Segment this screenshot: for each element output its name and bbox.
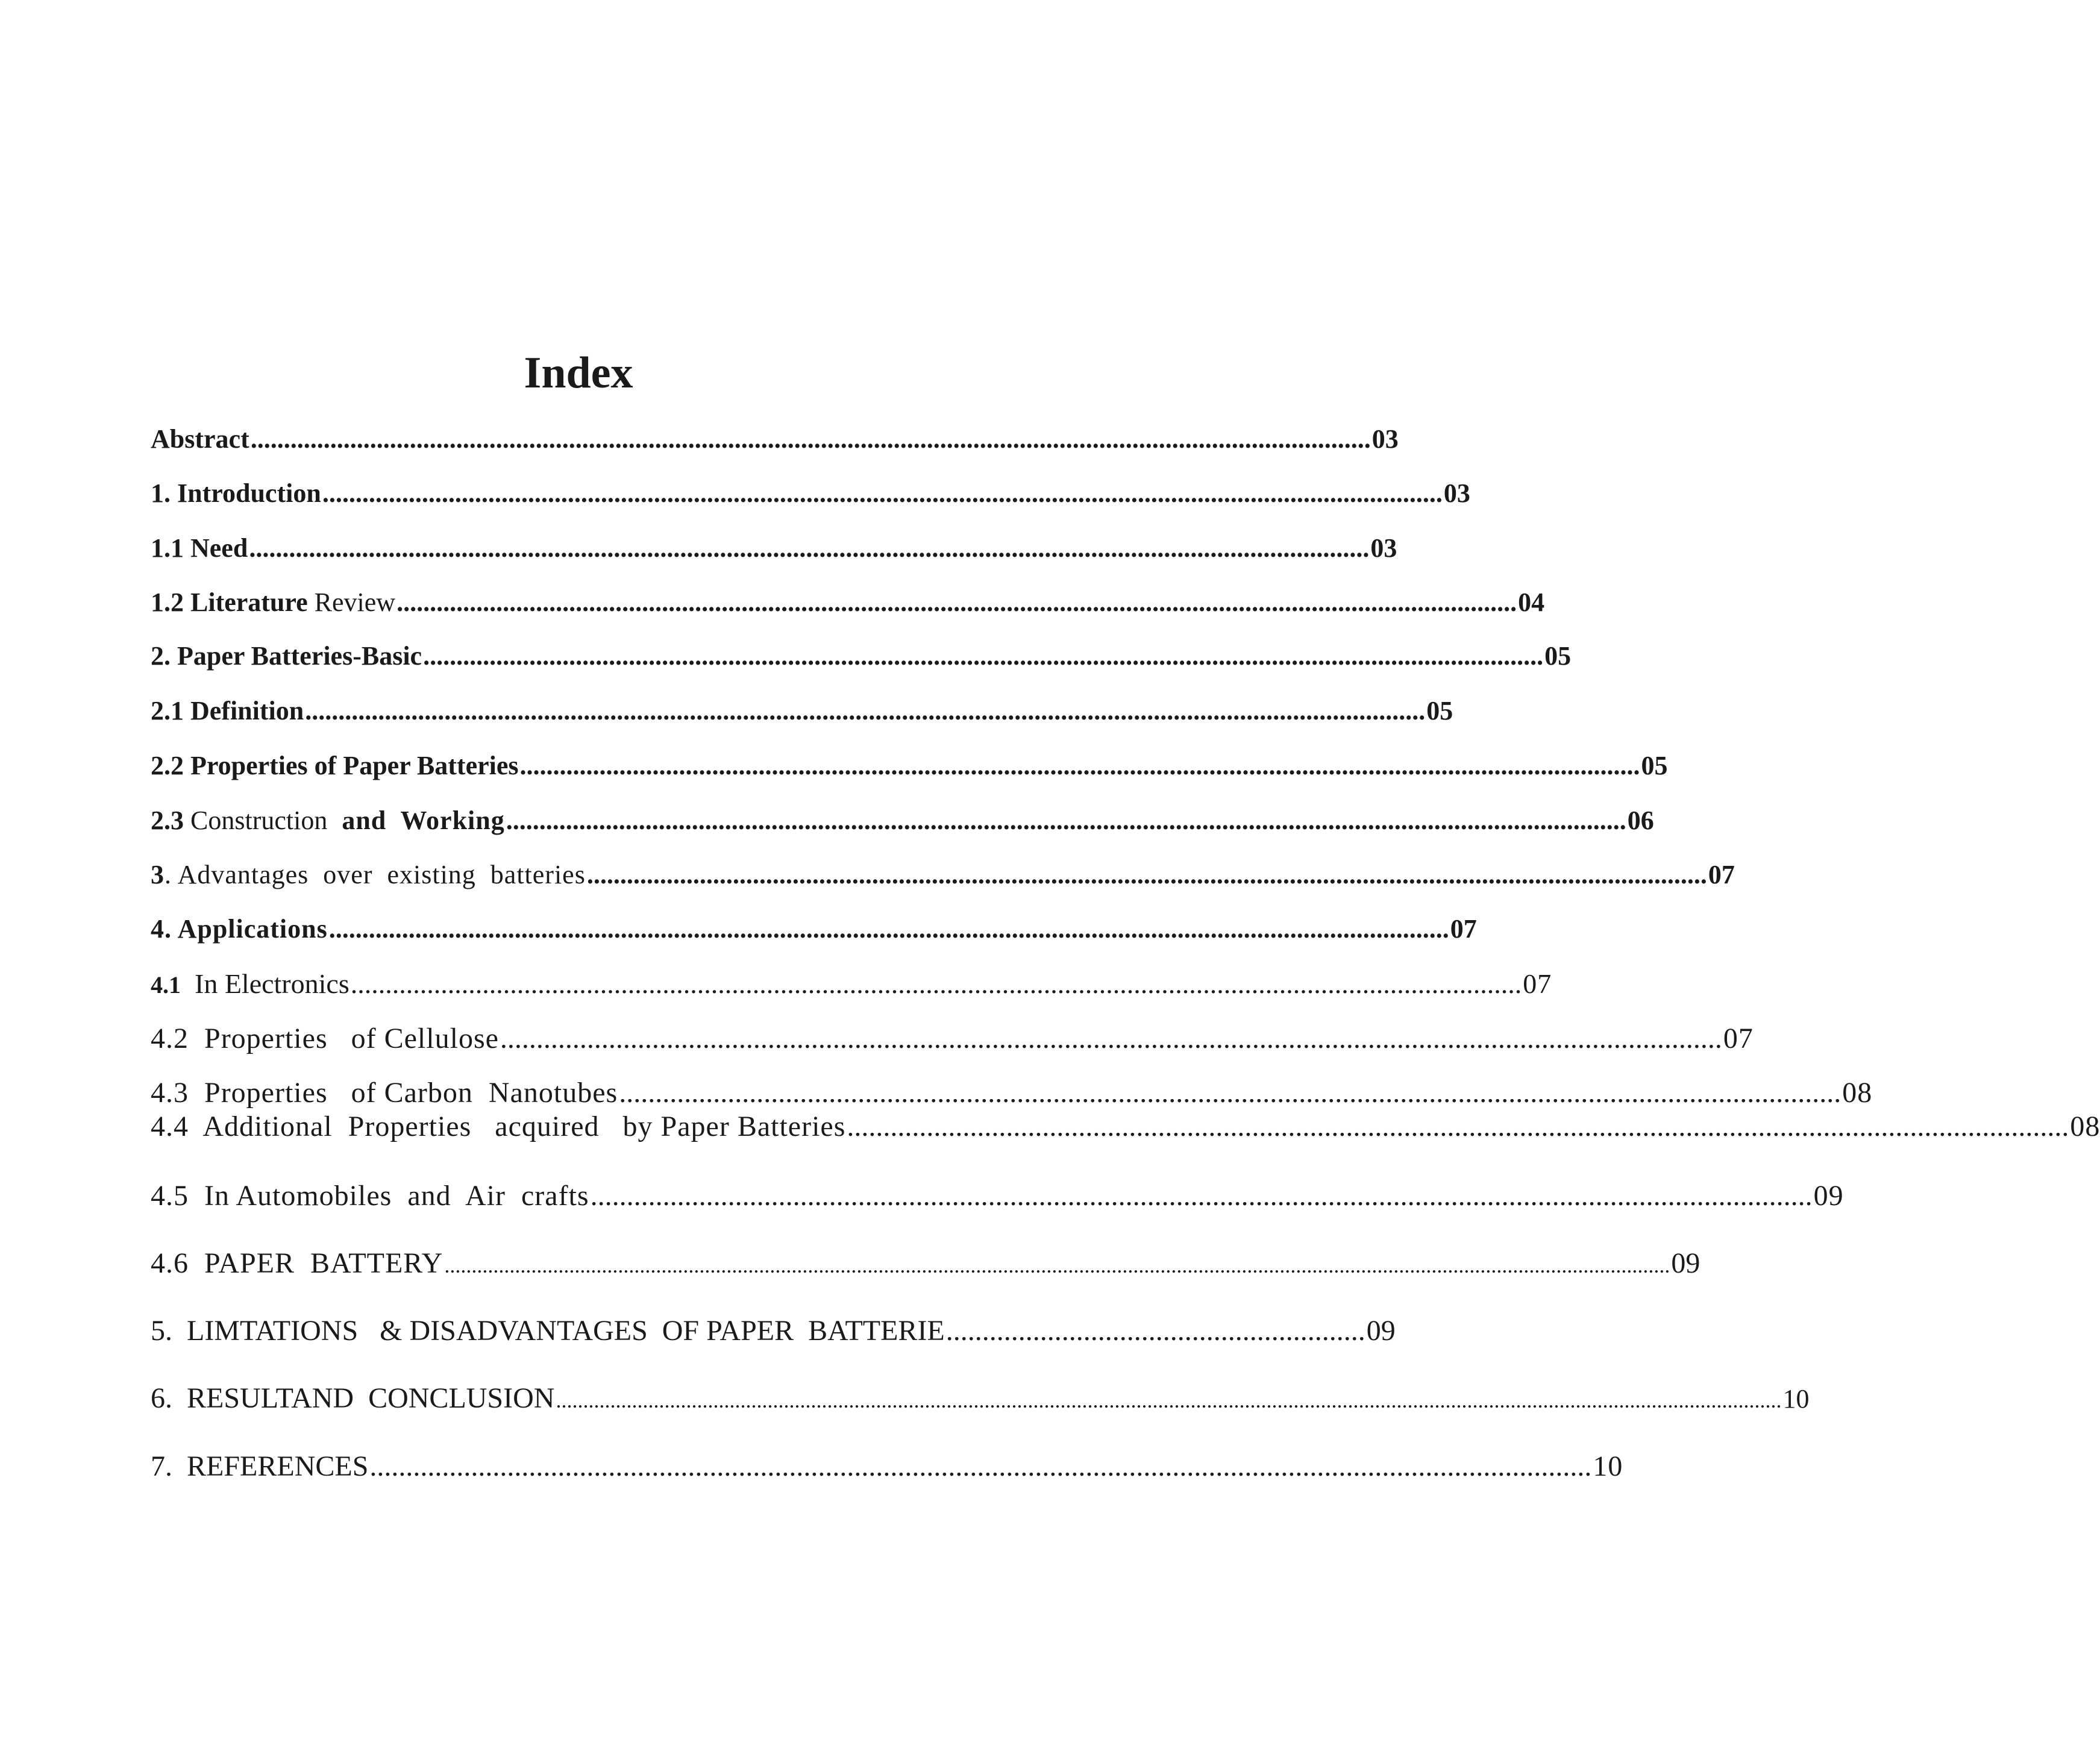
toc-leader: ......................................................................................................................................................................... (305, 696, 1426, 725)
toc-leader: ......................................................................................................................................................................... (250, 424, 1371, 454)
toc-entry-title (151, 970, 349, 998)
toc-leader: ......................................................................................................................................................................... (328, 914, 1449, 944)
toc-entry-page: 03 (1371, 424, 1399, 454)
toc-entry (151, 860, 1735, 889)
toc-entry (151, 1180, 1844, 1212)
toc-entry (151, 968, 1552, 999)
toc-leader: ......................................................................................................................................................................... (396, 587, 1517, 617)
toc-leader: ......................................................................................................................................................................... (506, 806, 1626, 835)
toc-entry-page: 05 (1641, 751, 1668, 780)
toc-entry (151, 1450, 1623, 1482)
toc-entry-page: 07 (1523, 968, 1552, 999)
toc-entry-title: 2. Paper Batteries-Basic (151, 641, 422, 671)
toc-entry-page: 08 (2070, 1111, 2100, 1142)
toc-leader: ......................................................................................................................................................................... (249, 533, 1370, 563)
page-title: Index (524, 348, 633, 398)
toc-entry (151, 914, 1477, 944)
toc-entry-title (151, 862, 586, 888)
toc-entry-title: 4.4 Additional Properties acquired by Paper Batteries (151, 1111, 846, 1142)
toc-entry-title: 4.3 Properties of Carbon Nanotubes (151, 1077, 618, 1109)
toc-entry-title: 4. Applications (151, 914, 328, 944)
toc-leader: ......................................................................................................................................................................... (590, 1180, 1813, 1212)
toc-entry (151, 1247, 1700, 1279)
toc-entry (151, 587, 1545, 617)
toc-entry (151, 696, 1453, 725)
toc-entry-title (151, 807, 505, 834)
toc-entry (151, 1111, 2100, 1142)
toc-leader: ......................................................................................................................................................................... (619, 1077, 1841, 1109)
toc-entry-page: 10 (1782, 1384, 1810, 1414)
toc-entry-title: 4.2 Properties of Cellulose (151, 1023, 499, 1054)
toc-leader: ......................................................................................................................................................................... (500, 1023, 1722, 1054)
toc-entry-page: 05 (1426, 696, 1453, 725)
toc-entry-title: 2.2 Properties of Paper Batteries (151, 751, 519, 780)
toc-entry-title-bold: 4.1 (151, 971, 181, 998)
toc-entry (151, 424, 1399, 454)
toc-entry-title: 7. REFERENCES (151, 1450, 369, 1482)
toc-leader: .......................................................... (945, 1315, 1365, 1347)
toc-entry-page: 04 (1518, 587, 1545, 617)
toc-entry-title (151, 589, 395, 616)
toc-entry-title: 5. LIMTATIONS & DISADVANTAGES OF PAPER BATTERIE (151, 1315, 945, 1347)
toc-entry (151, 806, 1654, 835)
toc-leader: ......................................................................................................................................................................... (586, 860, 1707, 889)
toc-entry-page: 07 (1450, 914, 1477, 944)
toc-entry-title-bold: 2.3 (151, 806, 184, 835)
toc-entry-title: 1. Introduction (151, 478, 321, 508)
toc-entry-title: 4.6 PAPER BATTERY (151, 1247, 444, 1279)
toc-leader: ......................................................................................................................................................................... (847, 1111, 2069, 1142)
toc-entry-title-bold: 3 (151, 860, 165, 889)
toc-entry-title: 6. RESULTAND CONCLUSION (151, 1382, 555, 1414)
toc-entry-page: 06 (1627, 806, 1654, 835)
toc-entry-title: 4.5 In Automobiles and Air crafts (151, 1180, 589, 1212)
toc-entry (151, 1382, 1810, 1414)
toc-leader: .................................................................................................................................................................................................................................. (556, 1388, 1782, 1412)
toc-entry (151, 1077, 1873, 1109)
toc-entry-page: 07 (1723, 1023, 1754, 1054)
toc-entry-title: Abstract (151, 424, 249, 454)
toc-entry-page: 09 (1366, 1315, 1396, 1347)
toc-entry-title: 1.1 Need (151, 533, 248, 563)
toc-entry (151, 641, 1572, 671)
toc-entry (151, 533, 1397, 563)
toc-entry-page: 09 (1813, 1180, 1844, 1212)
toc-leader: ......................................................................................................................................................................... (369, 1450, 1592, 1482)
toc-entry-page: 08 (1842, 1077, 1873, 1109)
toc-entry-page: 03 (1443, 478, 1470, 508)
toc-entry-title: 2.1 Definition (151, 696, 304, 725)
toc-leader: ......................................................................................................................................................................... (350, 968, 1522, 999)
toc-entry-page: 03 (1370, 533, 1397, 563)
toc-leader: ......................................................................................................................................................................... (423, 641, 1544, 671)
toc-entry-title-rest: In Electronics (181, 968, 349, 999)
toc-entry (151, 751, 1668, 780)
toc-leader: ......................................................................................................................................................................... (519, 751, 1640, 780)
toc-entry-page: 05 (1544, 641, 1572, 671)
toc-entry-title-rest: . Advantages over existing batteries (165, 860, 586, 889)
toc-entry (151, 1315, 1396, 1347)
toc-entry-page: 07 (1708, 860, 1735, 889)
toc-entry-title-rest: Review (307, 587, 396, 617)
toc-entry (151, 1023, 1754, 1054)
toc-leader: ......................................................................................................................................................................... (322, 478, 1443, 508)
toc-entry-title-rest: and Working (327, 806, 505, 835)
toc-entry-title-bold: 1.2 Literature (151, 587, 308, 617)
toc-leader: .................................................................................................................................................................................................................................. (444, 1253, 1670, 1277)
toc-entry-title-mid: Construction (184, 806, 328, 835)
toc-entry-page: 09 (1671, 1247, 1700, 1279)
toc-entry-page: 10 (1593, 1450, 1623, 1482)
toc-entry (151, 478, 1470, 508)
